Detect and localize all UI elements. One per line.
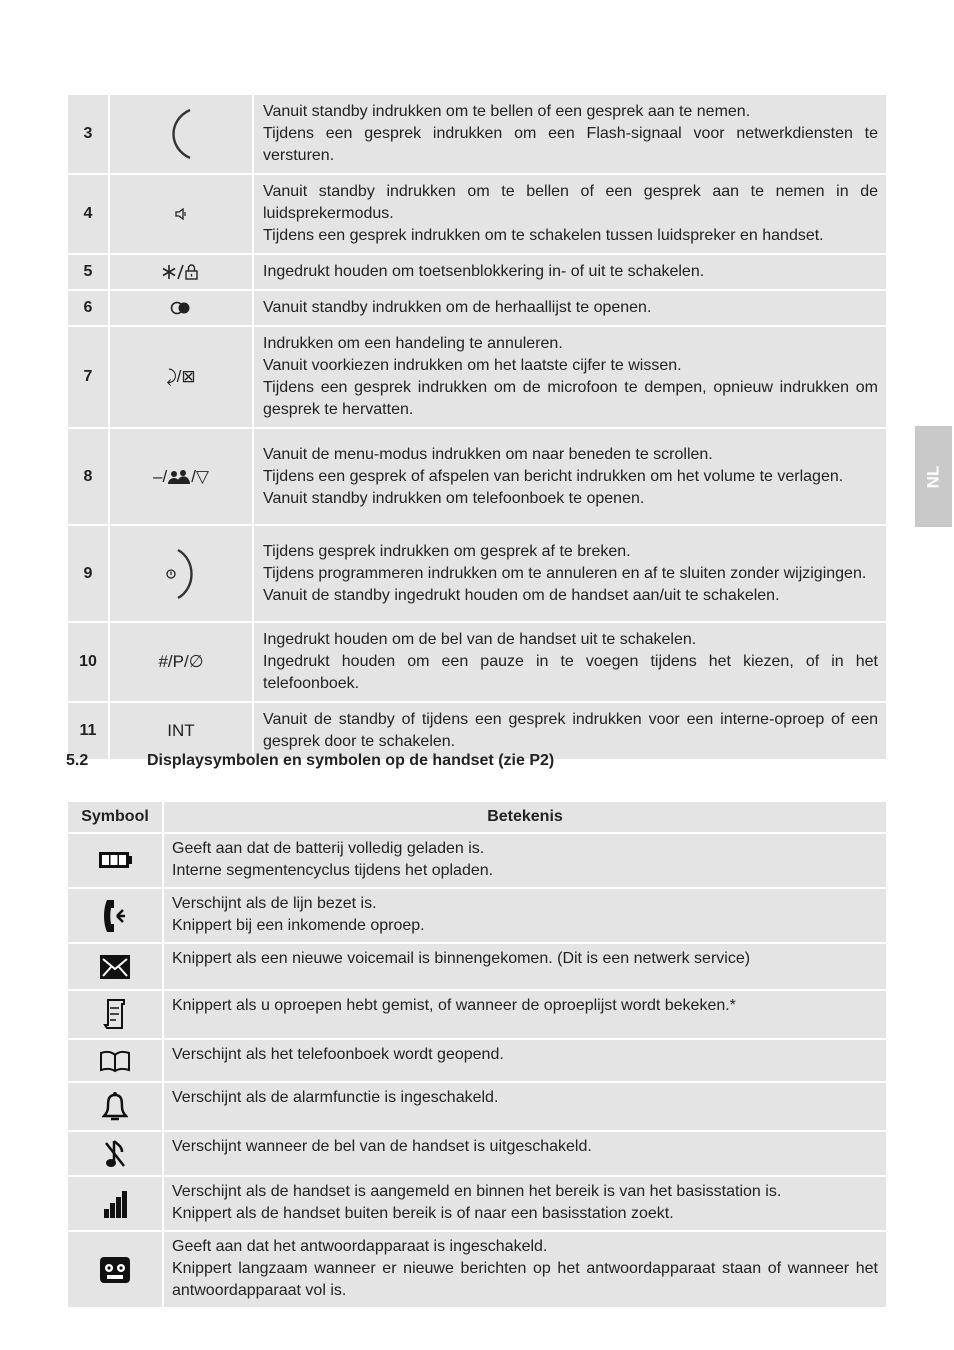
- speaker-icon: [109, 174, 253, 254]
- key-description: Ingedrukt houden om toetsenblokkering in- of uit te schakelen.: [253, 254, 887, 290]
- section-heading: [66, 752, 554, 770]
- star-lock-icon: [109, 254, 253, 290]
- table-row: [67, 1082, 887, 1131]
- section-title: Displaysymbolen en symbolen op de handset (zie P2): [147, 752, 555, 769]
- int-icon: INT: [109, 702, 253, 760]
- key-description: Vanuit standby indrukken om te bellen of een gesprek aan te nemen in de luidsprekermodus. Tijdens een gesprek indrukken om te schakelen tussen luidspreker en handset.: [253, 174, 887, 254]
- table-row: [67, 833, 887, 888]
- alarm-bell-icon: [67, 1082, 163, 1131]
- answering-machine-icon: [67, 1231, 163, 1308]
- key-description: Vanuit standby indrukken om de herhaallijst te openen.: [253, 290, 887, 326]
- table-row: [67, 1039, 887, 1082]
- table-row: [67, 943, 887, 990]
- back-mute-icon: ⤸/⊠: [109, 326, 253, 428]
- key-number: 8: [67, 428, 109, 525]
- table-row: [67, 888, 887, 943]
- language-tab-label: NL: [923, 465, 943, 488]
- key-number: 9: [67, 525, 109, 622]
- key-description: Tijdens gesprek indrukken om gesprek af te breken. Tijdens programmeren indrukken om te annuleren en af te sluiten zonder wijzigingen. Vanuit de standby ingedrukt houden om de handset aan/uit te schakelen.: [253, 525, 887, 622]
- table-row: [67, 990, 887, 1039]
- column-header-meaning: Betekenis: [163, 801, 887, 833]
- missed-calls-icon: [67, 990, 163, 1039]
- symbol-description: Verschijnt als de handset is aangemeld en binnen het bereik is van het basisstation is. Knippert als de handset buiten bereik is of naar een basisstation zoekt.: [163, 1176, 887, 1231]
- table-row: [67, 1131, 887, 1176]
- key-description: Indrukken om een handeling te annuleren. Vanuit voorkiezen indrukken om het laatste cijfer te wissen. Tijdens een gesprek indrukken om de microfoon te dempen, opnieuw indrukken om gesprek te hervatten.: [253, 326, 887, 428]
- table-row: [67, 326, 887, 428]
- key-description: Vanuit de standby of tijdens een gesprek indrukken voor een interne-oproep of een gesprek door te schakelen.: [253, 702, 887, 760]
- symbol-description: Knippert als u oproepen hebt gemist, of wanneer de oproeplijst wordt bekeken.*: [163, 990, 887, 1039]
- key-number: 5: [67, 254, 109, 290]
- table-row: [67, 1176, 887, 1231]
- ringer-off-icon: [67, 1131, 163, 1176]
- key-description: Ingedrukt houden om de bel van de handset uit te schakelen. Ingedrukt houden om een pauze in te voegen tijdens het kiezen, of in het telefoonboek.: [253, 622, 887, 702]
- column-header-symbol: Symbool: [67, 801, 163, 833]
- section-number: 5.2: [66, 752, 89, 769]
- key-number: 3: [67, 94, 109, 174]
- table-row: [67, 428, 887, 525]
- table-row: [67, 525, 887, 622]
- phonebook-book-icon: [67, 1039, 163, 1082]
- call-answer-icon: [109, 94, 253, 174]
- redial-icon: [109, 290, 253, 326]
- symbol-description: Verschijnt wanneer de bel van de handset is uitgeschakeld.: [163, 1131, 887, 1176]
- symbol-description: Geeft aan dat de batterij volledig geladen is. Interne segmentencyclus tijdens het opladen.: [163, 833, 887, 888]
- contacts-icon: [167, 469, 191, 485]
- table-row: [67, 94, 887, 174]
- line-busy-icon: [67, 888, 163, 943]
- voicemail-envelope-icon: [67, 943, 163, 990]
- key-description: Vanuit standby indrukken om te bellen of een gesprek aan te nemen. Tijdens een gesprek indrukken om een Flash-signaal voor netwerkdiensten te versturen.: [253, 94, 887, 174]
- hash-pause-ringer-icon: #/P/∅: [109, 622, 253, 702]
- key-number: 7: [67, 326, 109, 428]
- table-header-row: [67, 801, 887, 833]
- key-number: 6: [67, 290, 109, 326]
- table-row: [67, 290, 887, 326]
- key-number: 11: [67, 702, 109, 760]
- table-row: [67, 254, 887, 290]
- key-number: 4: [67, 174, 109, 254]
- table-row: [67, 1231, 887, 1308]
- battery-icon: [67, 833, 163, 888]
- down-phonebook-icon: –/ /▽: [109, 428, 253, 525]
- hangup-power-icon: [109, 525, 253, 622]
- key-description: Vanuit de menu-modus indrukken om naar beneden te scrollen. Tijdens een gesprek of afspelen van bericht indrukken om het volume te verlagen. Vanuit standby indrukken om telefoonboek te openen.: [253, 428, 887, 525]
- language-tab: [915, 426, 952, 527]
- symbols-table: [66, 800, 888, 1309]
- signal-strength-icon: [67, 1176, 163, 1231]
- symbol-description: Verschijnt als de lijn bezet is. Knippert bij een inkomende oproep.: [163, 888, 887, 943]
- symbol-description: Geeft aan dat het antwoordapparaat is ingeschakeld. Knippert langzaam wanneer er nieuwe berichten op het antwoordapparaat staan of wanneer het antwoordapparaat vol is.: [163, 1231, 887, 1308]
- key-number: 10: [67, 622, 109, 702]
- keys-table: [66, 93, 888, 761]
- symbol-description: Verschijnt als het telefoonboek wordt geopend.: [163, 1039, 887, 1082]
- table-row: [67, 174, 887, 254]
- table-row: [67, 622, 887, 702]
- symbol-description: Knippert als een nieuwe voicemail is binnengekomen. (Dit is een netwerk service): [163, 943, 887, 990]
- symbol-description: Verschijnt als de alarmfunctie is ingeschakeld.: [163, 1082, 887, 1131]
